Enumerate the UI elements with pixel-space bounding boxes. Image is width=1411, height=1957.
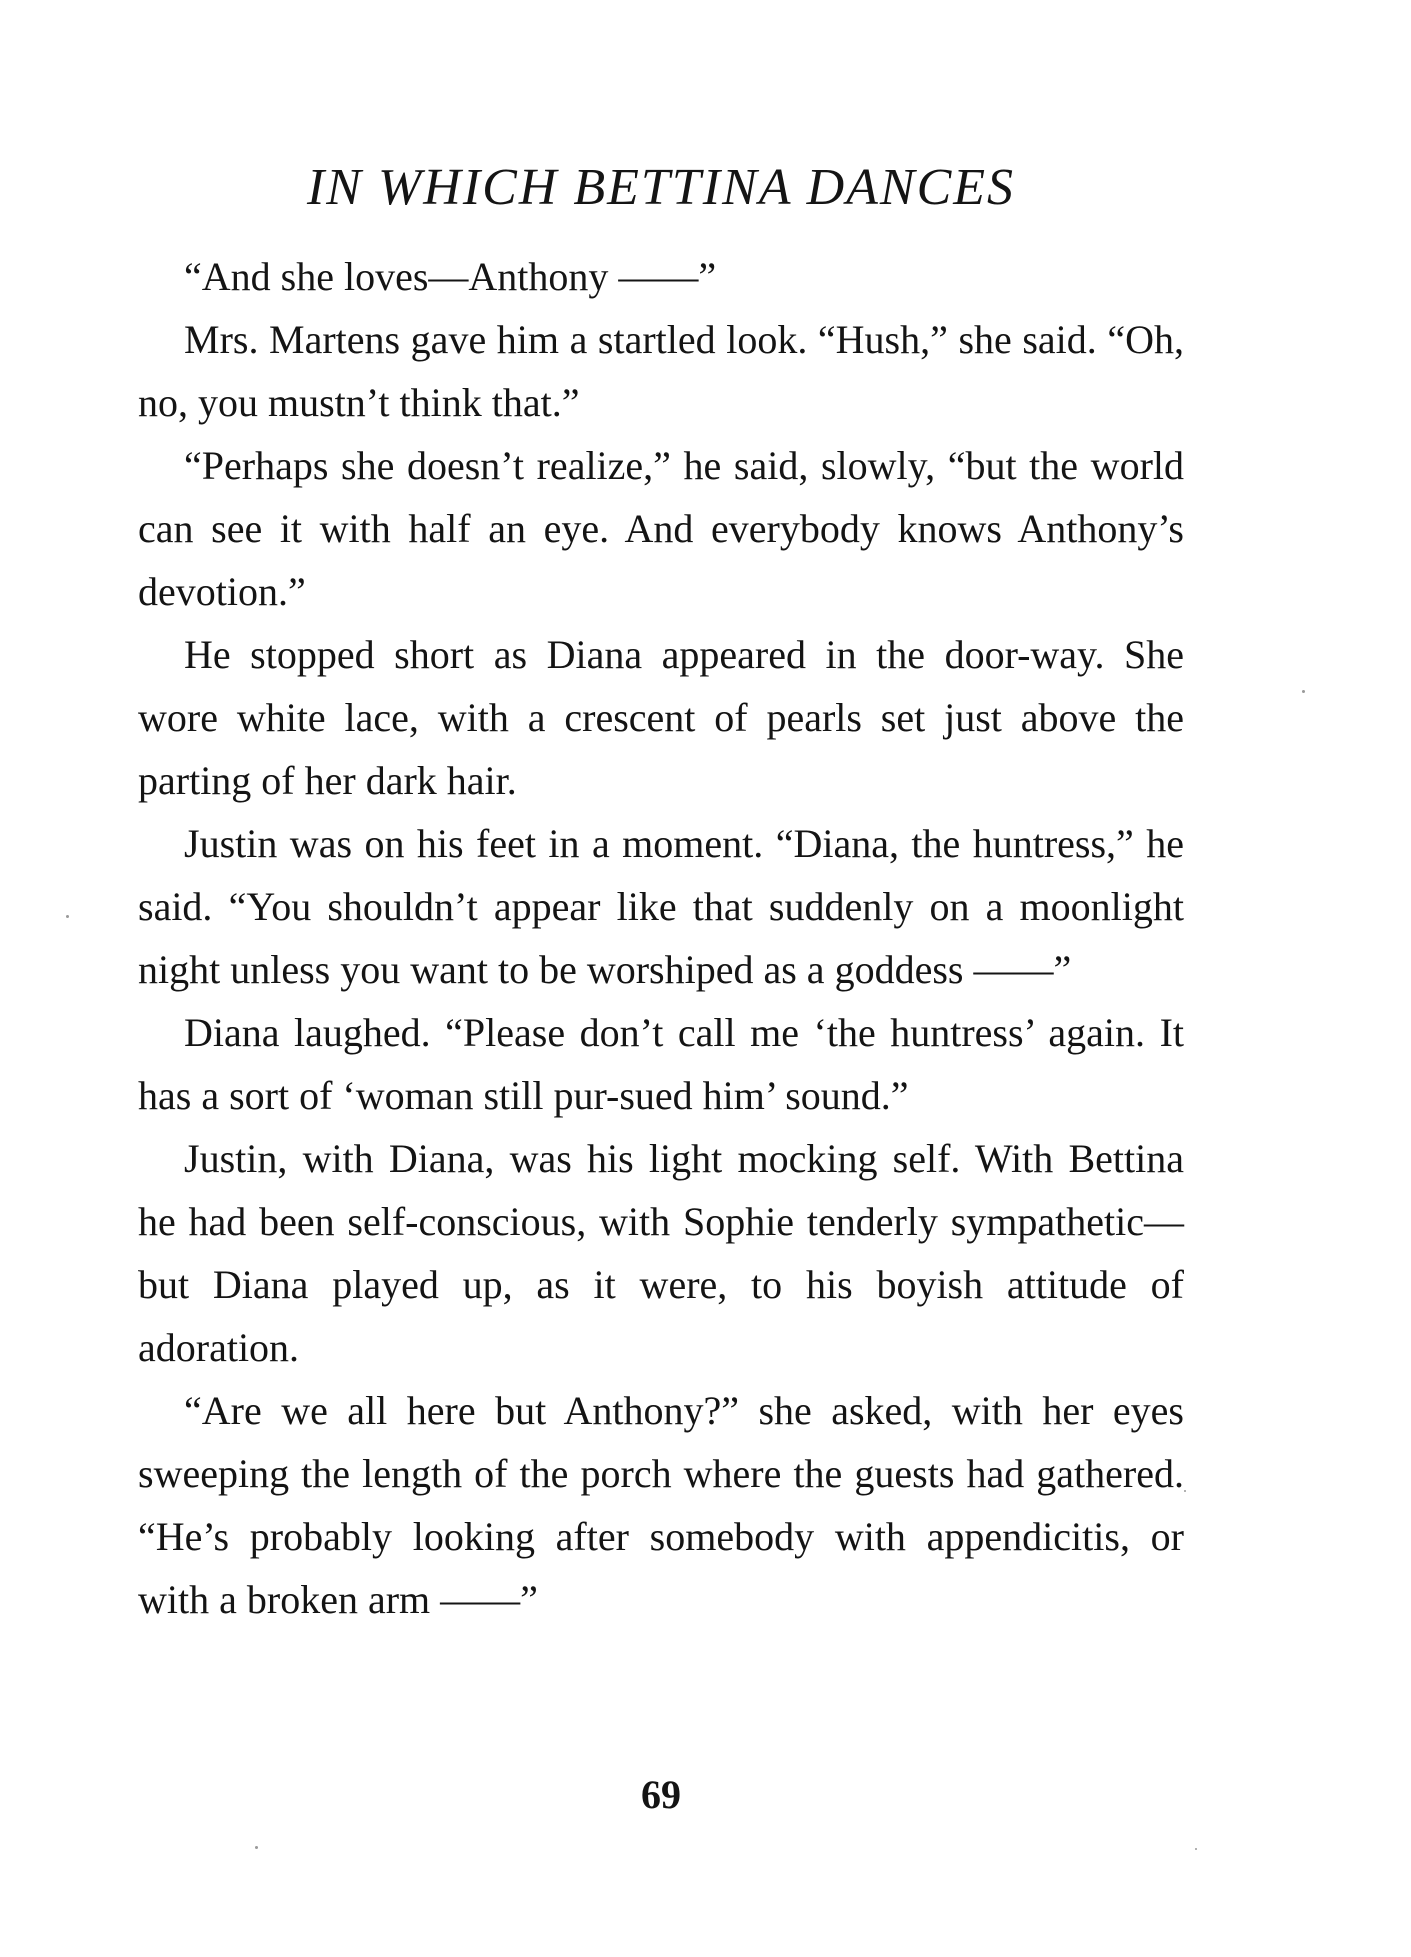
paragraph: Justin, with Diana, was his light mocking self. With Bettina he had been self-conscious, with Sophie tenderly sympathetic—but Diana played up, as it were, to his boyish attitude of adoration. xyxy=(138,1136,1184,1370)
paragraph: “Are we all here but Anthony?” she asked, with her eyes sweeping the length of the porch where the guests had gathered. “He’s probably looking after somebody with appendicitis, or with a broken arm ——” xyxy=(138,1388,1184,1622)
body-text xyxy=(138,245,1184,1631)
paper-speck xyxy=(66,915,69,918)
paragraph: He stopped short as Diana appeared in the door-way. She wore white lace, with a crescent of pearls set just above the parting of her dark hair. xyxy=(138,632,1184,803)
paragraph: Justin was on his feet in a moment. “Diana, the huntress,” he said. “You shouldn’t appear like that suddenly on a moonlight night unless you want to be worshiped as a goddess ——” xyxy=(138,821,1184,992)
paper-speck xyxy=(255,1846,258,1849)
paper-speck xyxy=(1302,690,1305,693)
paragraph: Mrs. Martens gave him a startled look. “Hush,” she said. “Oh, no, you mustn’t think that.” xyxy=(138,317,1184,425)
paragraph: “Perhaps she doesn’t realize,” he said, slowly, “but the world can see it with half an eye. And everybody knows Anthony’s devotion.” xyxy=(138,443,1184,614)
paper-speck xyxy=(1184,1490,1186,1492)
paragraph: Diana laughed. “Please don’t call me ‘the huntress’ again. It has a sort of ‘woman still pur-sued him’ sound.” xyxy=(138,1010,1184,1118)
paragraph: “And she loves—Anthony ——” xyxy=(184,254,717,299)
page-number: 69 xyxy=(641,1772,681,1817)
paper-speck xyxy=(1195,1848,1197,1850)
running-head: IN WHICH BETTINA DANCES xyxy=(306,159,1016,216)
